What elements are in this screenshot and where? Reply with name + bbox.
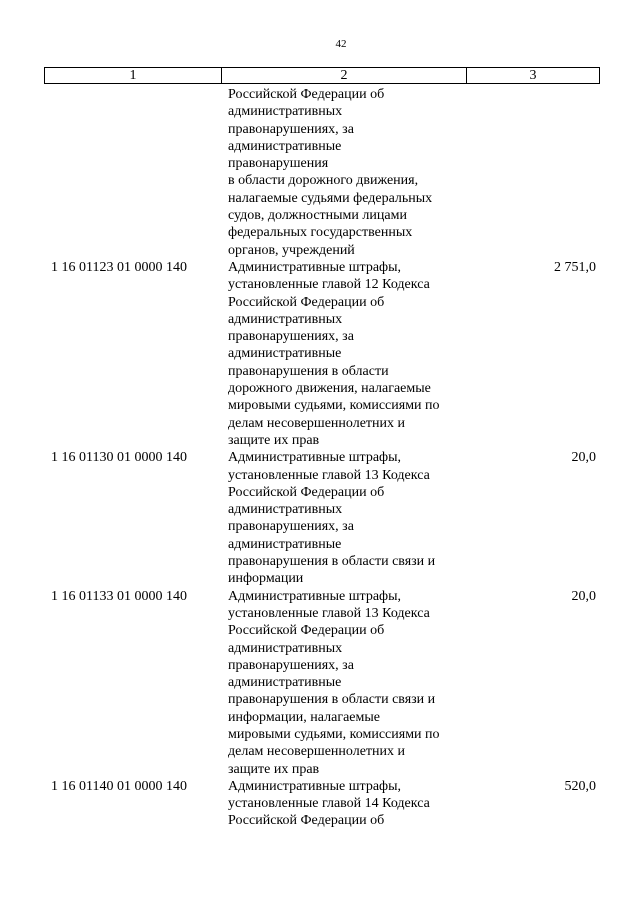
row-description: Административные штрафы, установленные главой 13 Кодекса Российской Федерации об административных правонарушениях, за административные правонарушения в области связи и информации, налагаемые мировыми судьями, комиссиями по делам несовершеннолетних и защите их прав [228,588,440,777]
row-description: Административные штрафы, установленные главой 13 Кодекса Российской Федерации об административных правонарушениях, за административные правонарушения в области связи и информации [228,450,436,587]
page-number: 42 [335,38,347,50]
budget-code: 1 16 01140 01 0000 140 [51,778,187,794]
budget-code: 1 16 01130 01 0000 140 [51,450,187,466]
row-amount: 2 751,0 [554,259,596,275]
header-column-2: 2 [222,68,467,83]
table-row [0,449,640,587]
row-description: Административные штрафы, установленные главой 14 Кодекса Российской Федерации об [228,778,430,829]
table-row [0,778,640,830]
table-row [0,259,640,449]
table-body [0,86,640,830]
continuation-description: Российской Федерации об административных правонарушениях, за административные правонарушения в области дорожного движения, налагаемые судьями федеральных судов, должностными лицами федеральных государственных органов, учреждений [228,87,433,258]
row-amount: 520,0 [564,778,596,794]
table-row [0,588,640,778]
row-description: Административные штрафы, установленные главой 12 Кодекса Российской Федерации об административных правонарушениях, за административные правонарушения в области дорожного движения, налагаемые мировыми судьями, комиссиями по делам несовершеннолетних и защите их прав [228,259,440,448]
budget-code: 1 16 01123 01 0000 140 [51,259,187,275]
continuation-row [0,86,640,259]
budget-code: 1 16 01133 01 0000 140 [51,588,187,604]
header-column-3: 3 [529,68,537,83]
table-header [44,67,600,84]
row-amount: 20,0 [571,450,596,466]
header-column-1: 1 [45,68,222,83]
row-amount: 20,0 [571,588,596,604]
